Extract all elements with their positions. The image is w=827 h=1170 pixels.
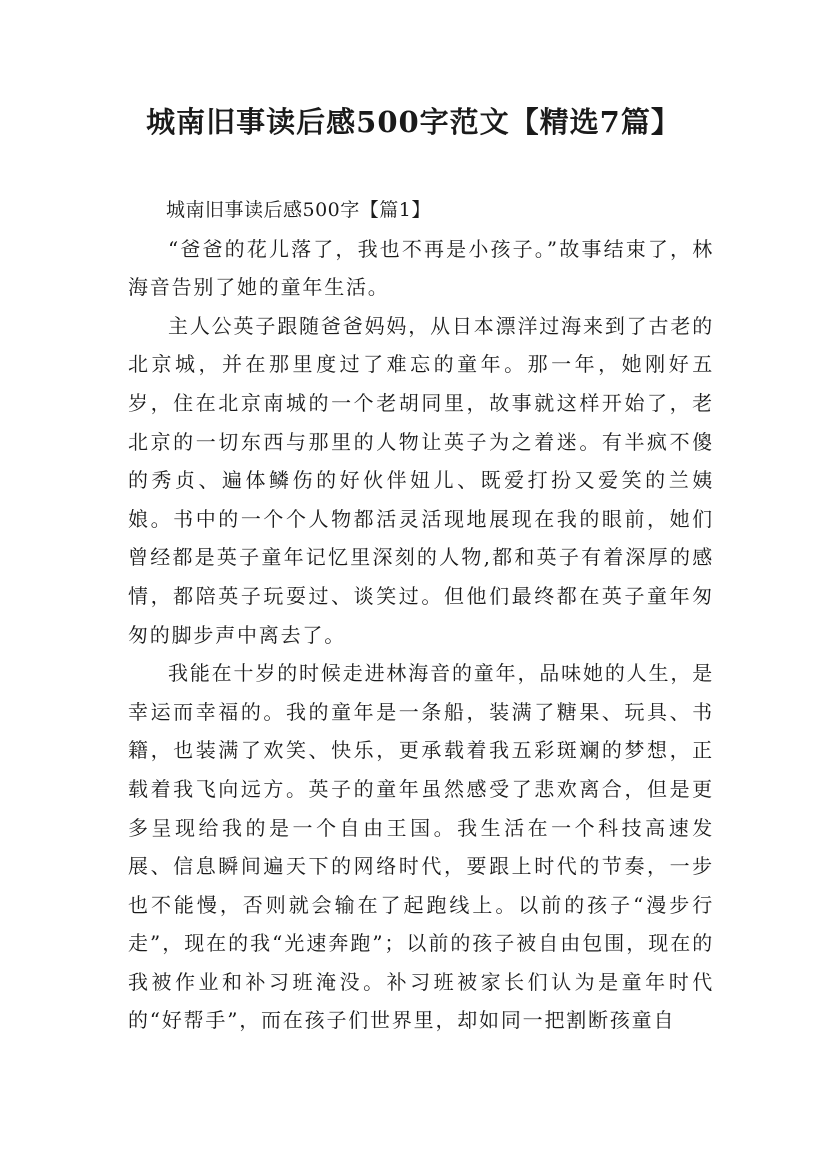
paragraph-1: “爸爸的花儿落了，我也不再是小孩子。”故事结束了，林海音告别了她的童年生活。 [128,236,714,300]
section-heading: 城南旧事读后感500字【篇1】 [166,199,431,221]
document-body [128,191,714,1040]
document-title: 城南旧事读后感500字范文【精选7篇】 [146,105,681,139]
paragraph-2: 主人公英子跟随爸爸妈妈，从日本漂洋过海来到了古老的北京城，并在那里度过了难忘的童年。那一年，她刚好五岁，住在北京南城的一个老胡同里，故事就这样开始了，老北京的一切东西与那里的人物让英子为之着迷。有半疯不傻的秀贞、遍体鳞伤的好伙伴妞儿、既爱打扮又爱笑的兰姨娘。书中的一个个人物都活灵活现地展现在我的眼前，她们曾经都是英子童年记忆里深刻的人物,都和英子有着深厚的感情，都陪英子玩耍过、谈笑过。但他们最终都在英子童年匆匆的脚步声中离去了。 [128,313,714,647]
paragraph-3: 我能在十岁的时候走进林海音的童年，品味她的人生，是幸运而幸福的。我的童年是一条船，装满了糖果、玩具、书籍，也装满了欢笑、快乐，更承载着我五彩斑斓的梦想，正载着我飞向远方。英子的童年虽然感受了悲欢离合，但是更多呈现给我的是一个自由王国。我生活在一个科技高速发展、信息瞬间遍天下的网络时代，要跟上时代的节奏，一步也不能慢，否则就会输在了起跑线上。以前的孩子“漫步行走”，现在的我“光速奔跑”；以前的孩子被自由包围，现在的我被作业和补习班淹没。补习班被家长们认为是童年时代的“好帮手”，而在孩子们世界里，却如同一把割断孩童自 [128,661,714,1033]
